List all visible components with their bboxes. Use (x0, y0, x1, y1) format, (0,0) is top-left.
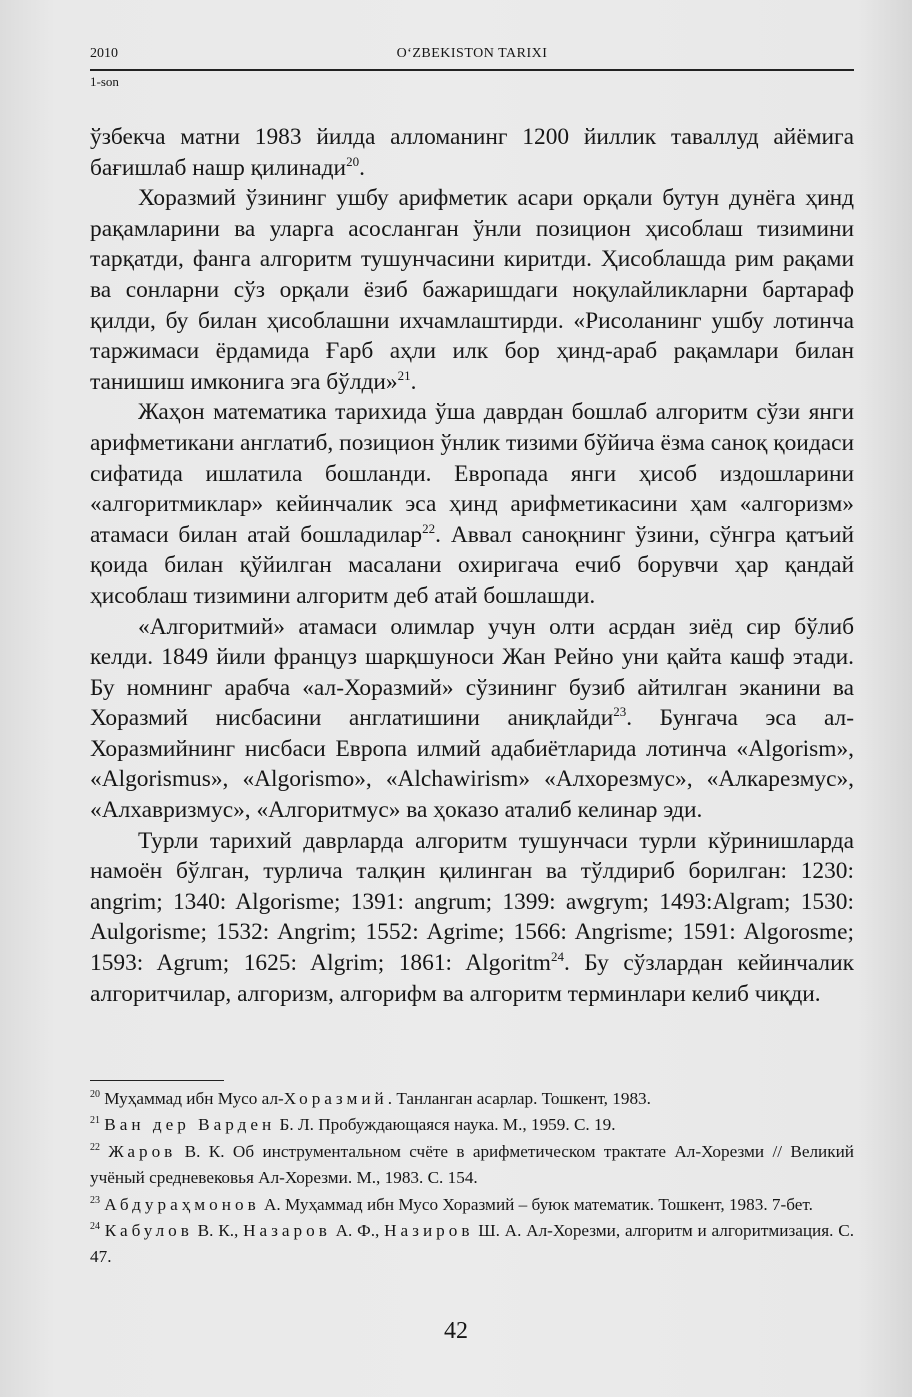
footnote-20: $^{20}$ Муҳаммад ибн Мусо ал-Хоразмий. Танланган асарлар. Тошкент, 1983. (90, 1089, 651, 1108)
header-rule (90, 69, 854, 71)
footnote-ref-20[interactable]: 20 (346, 153, 360, 169)
paragraph-4-text: «Алгоритмий» атамаси олимлар учун олти асрдан зиёд сир бўлиб келди. 1849 йили француз шарқшуноси Жан Рейно уни қайта кашф этади. Бу номнинг арабча «ал-Хоразмий» сўзининг бузиб айтилган эканини ва Хоразмий нисбасини англатишини аниқлайди (90, 613, 854, 732)
header-issue: 1-son (90, 74, 119, 89)
article-body (90, 122, 854, 1009)
running-header (90, 46, 854, 94)
footnote-24: $^{24}$ Кабулов В. К., Назаров А. Ф., Назиров Ш. А. Ал-Хорезми, алгоритм и алгоритмизация. С. 47. (90, 1221, 855, 1267)
paragraph-3-text: Жаҳон математика тарихида ўша даврдан бошлаб алгоритм сўзи янги арифметикани англатиб, позицион ўнлик тизими бўйича ёзма саноқ қоидаси сифатида ишлатила бошланди. Европада янги ҳисоб издошларини «алгоритмиклар» кейинчалик эса ҳинд арифметикасини ҳам «алгоризм» атамаси билан атай бошладилар (90, 399, 854, 548)
footnote-ref-23[interactable]: 23 (613, 704, 627, 720)
footnotes (90, 1086, 854, 1271)
paragraph-2-text: Хоразмий ўзининг ушбу арифметик асари орқали бутун дунёга ҳинд рақамларини ва уларга асосланган ўнли позицион ҳисоблаш тизимини тарқатди, фанга алгоритм тушунчасини киритди. Ҳисоблашда рим рақами ва сонларни сўз орқали ёзиб бажаришдаги ноқулайликларни бартараф қилди, бу билан ҳисоблашни ихчамлаштирди. «Рисоланинг ушбу лотинча таржимаси ёрдамида Ғарб аҳли илк бор ҳинд-араб рақамлари билан танишиш имконига эга бўлди» (90, 185, 854, 395)
footnote-22: $^{22}$ Жаров В. К. Об инструментальном счёте в арифметическом трактате Ал-Хорезми // Великий учёный средневековья Ал-Хорезми. М., 1983. С. 154. (90, 1141, 854, 1188)
paragraph-3: Жаҳон математика тарихида ўша даврдан бошлаб алгоритм сўзи янги арифметикани англатиб, позицион ўнлик тизими бўйича ёзма саноқ қоидаси сифатида ишлатила бошланди. Европада янги ҳисоб издошларини «алгоритмиклар» кейинчалик эса ҳинд арифметикасини ҳам «алгоризм» атамаси билан атай бошладилар$^{22}$. Аввал саноқнинг ўзини, сўнгра қатъий қоида билан қўйилган масалани охиригача ечиб борувчи ҳар қандай ҳисоблаш тизимини алгоритм деб атай бошлашди. (90, 399, 854, 609)
paragraph-5-text: Турли тарихий даврларда алгоритм тушунчаси турли кўринишларда намоён бўлган, турлича талқин қилинган ва тўлдириб борилган: 1230: angrim; 1340: Algorisme; 1391: angrum; 1399: awgrym; 1493:Algram; 1530: Aulgorisme; 1532: Angrim; 1552: Agrime; 1566: Angrisme; 1591: Algorosme; 1593: Agrum; 1625: Algrim; 1861: Algoritm (90, 827, 854, 977)
footnote-ref-24[interactable]: 24 (550, 949, 564, 965)
footnote-21: $^{21}$ Ван дер Варден Б. Л. Пробуждающаяся наука. М., 1959. С. 19. (90, 1115, 616, 1135)
footnote-separator (90, 1080, 224, 1081)
journal-title: O‘ZBEKISTON TARIXI (396, 46, 548, 61)
header-year: 2010 (90, 46, 118, 61)
paragraph-2: Хоразмий ўзининг ушбу арифметик асари орқали бутун дунёга ҳинд рақамларини ва уларга асосланган ўнли позицион ҳисоблаш тизимини тарқатди, фанга алгоритм тушунчасини киритди. Ҳисоблашда рим рақами ва сонларни сўз орқали ёзиб бажаришдаги ноқулайликларни бартараф қилди, бу билан ҳисоблашни ихчамлаштирди. «Рисоланинг ушбу лотинча таржимаси ёрдамида Ғарб аҳли илк бор ҳинд-араб рақамлари билан танишиш имконига эга бўлди»$^{21}$. (90, 185, 854, 395)
footnote-23: $^{23}$ Абдураҳмонов А. Муҳаммад ибн Мусо Хоразмий – буюк математик. Тошкент, 1983. 7-бет. (90, 1194, 813, 1214)
page-number: 42 (444, 1318, 468, 1344)
footnote-ref-22[interactable]: 22 (422, 520, 436, 536)
paragraph-5: Турли тарихий даврларда алгоритм тушунчаси турли кўринишларда намоён бўлган, турлича талқин қилинган ва тўлдириб борилган: 1230: angrim; 1340: Algorisme; 1391: angrum; 1399: awgrym; 1493:Algram; 1530: Aulgorisme; 1532: Angrim; 1552: Agrime; 1566: Angrisme; 1591: Algorosme; 1593: Agrum; 1625: Algrim; 1861: Algoritm$^{24}$. Бу сўзлардан кейинчалик алгоритчилар, алгоризм, алгорифм ва алгоритм терминлари келиб чиқди. (90, 827, 854, 1007)
paragraph-1: ўзбекча матни 1983 йилда алломанинг 1200 йиллик таваллуд айёмига бағишлаб нашр қилинади$^{20}$. (90, 124, 854, 181)
paragraph-4: «Алгоритмий» атамаси олимлар учун олти асрдан зиёд сир бўлиб келди. 1849 йили француз шарқшуноси Жан Рейно уни қайта кашф этади. Бу номнинг арабча «ал-Хоразмий» сўзининг бузиб айтилган эканини ва Хоразмий нисбасини англатишини аниқлайди$^{23}$. Бунгача эса ал-Хоразмийнинг нисбаси Европа илмий адабиётларида лотинча «Algorism», «Algorismus», «Algorismo», «Alchawirism» «Алхорезмус», «Алкарезмус», «Алхавризмус», «Алгоритмус» ва ҳоказо аталиб келинар эди. (90, 613, 855, 824)
paragraph-1-text: ўзбекча матни 1983 йилда алломанинг 1200 йиллик таваллуд айёмига бағишлаб нашр қилинади (90, 124, 854, 181)
footnote-ref-21[interactable]: 21 (397, 367, 411, 383)
